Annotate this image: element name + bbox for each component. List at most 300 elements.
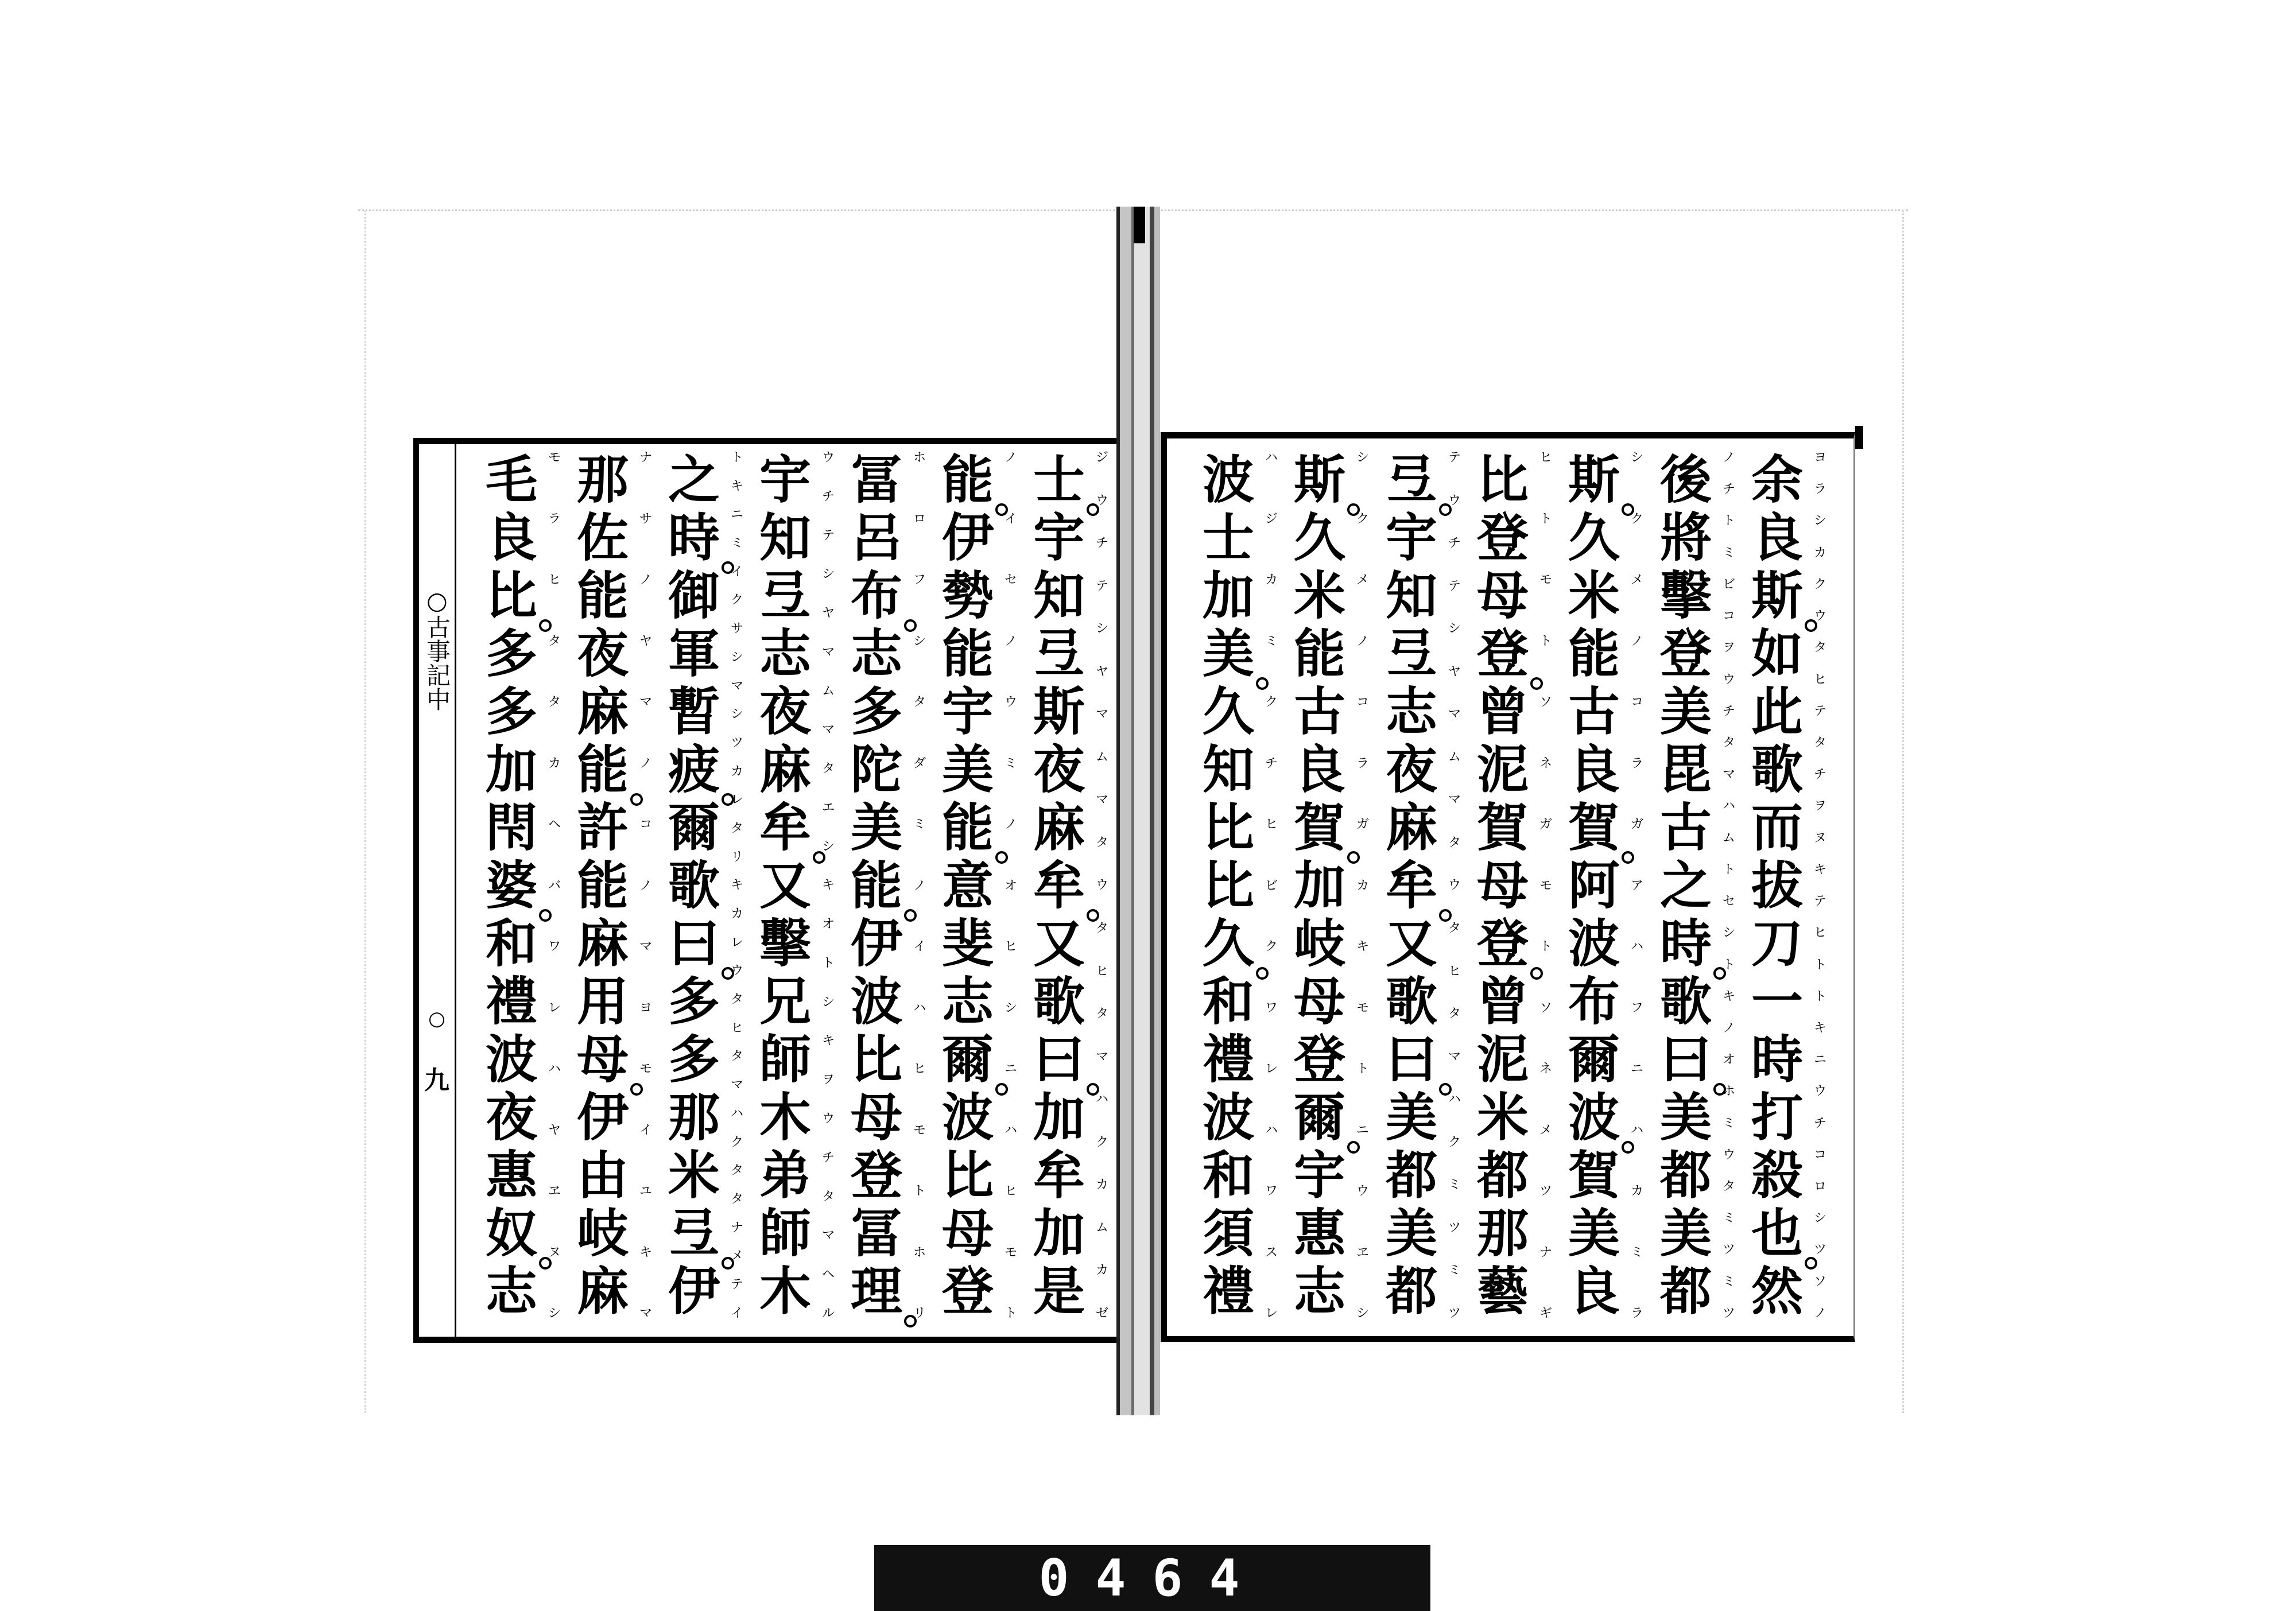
reading-character: マ: [821, 1228, 835, 1243]
column-reading: [1263, 451, 1280, 1321]
reading-character: ダ: [913, 756, 926, 771]
character: 比: [851, 1029, 902, 1090]
character: 毘: [1660, 739, 1712, 800]
reading-character: ヱ: [548, 1184, 561, 1198]
reading-character: ウ: [1448, 878, 1461, 893]
reading-character: シ: [1630, 451, 1643, 465]
reading-character: ネ: [1539, 1062, 1552, 1076]
character: 都: [1660, 1145, 1712, 1206]
character: 能: [577, 565, 629, 626]
reading-character: ミ: [1448, 1263, 1461, 1278]
reading-character: ノ: [913, 878, 926, 893]
character: 波: [851, 971, 902, 1032]
character: 毛: [486, 449, 537, 510]
scan-edge-right: [1902, 211, 1904, 1413]
reading-character: ミ: [1722, 1211, 1735, 1226]
reading-character: マ: [730, 1078, 743, 1093]
character: 士: [1203, 507, 1254, 568]
character: 那: [668, 1087, 720, 1148]
reading-character: タ: [730, 992, 743, 1007]
character: 禮: [1203, 1029, 1254, 1090]
reading-character: ク: [1630, 511, 1643, 526]
reading-character: シ: [730, 707, 743, 722]
reading-character: ヤ: [821, 606, 835, 621]
character: 又: [1033, 913, 1085, 974]
character: 泥: [1477, 739, 1529, 800]
reading-character: ツ: [1722, 1306, 1735, 1321]
text-column: [664, 449, 743, 1322]
reading-character: ミ: [1722, 545, 1735, 560]
character: 歌: [1033, 971, 1085, 1032]
character: 阿: [1568, 855, 1620, 916]
character: 暫: [668, 681, 720, 742]
reading-character: キ: [639, 1245, 652, 1260]
reading-character: ウ: [821, 1112, 835, 1127]
reading-character: ヒ: [1539, 451, 1552, 465]
character: 能: [1568, 623, 1620, 684]
reading-character: イ: [913, 940, 926, 954]
character: 麻: [1386, 797, 1437, 858]
character: 爾: [1290, 1089, 1349, 1147]
column-reading: [820, 451, 837, 1321]
reading-character: ミ: [730, 536, 743, 551]
reading-character: シ: [821, 567, 835, 582]
reading-character: シ: [1813, 514, 1826, 529]
character: 美: [1386, 1087, 1437, 1148]
character: 多: [486, 681, 537, 742]
character: 也: [1747, 1205, 1807, 1263]
reading-character: ウ: [1004, 695, 1017, 709]
character: 時: [1656, 915, 1716, 973]
reading-character: ネ: [1539, 756, 1552, 771]
reading-character: モ: [1539, 573, 1552, 587]
archive-label: [874, 1545, 1430, 1611]
reading-character: タ: [1722, 1179, 1735, 1194]
character: 而: [1751, 797, 1803, 858]
character: 知: [759, 507, 811, 568]
reading-character: レ: [1265, 1306, 1278, 1321]
character: 美: [1199, 625, 1258, 683]
character: 和: [1203, 1145, 1254, 1206]
reading-character: キ: [1356, 940, 1369, 954]
character: 伊: [668, 1261, 720, 1322]
character: 弖: [1033, 623, 1085, 684]
reading-character: イ: [730, 1306, 743, 1321]
column-reading: [1628, 451, 1646, 1321]
reading-character: バ: [548, 878, 561, 893]
reading-character: ム: [1095, 750, 1108, 764]
character: 許: [577, 797, 629, 858]
character: 母: [1477, 855, 1529, 916]
column-reading: [1446, 451, 1463, 1321]
reading-character: ニ: [1356, 1123, 1369, 1138]
character: 殺: [1751, 1145, 1803, 1206]
character: 麻: [759, 739, 811, 800]
reading-character: オ: [1722, 1053, 1735, 1067]
reading-character: ノ: [1004, 634, 1017, 649]
character: 比: [1477, 449, 1529, 510]
gutter-mark: [1134, 207, 1145, 243]
reading-character: シ: [1095, 622, 1108, 636]
character: 古: [1660, 797, 1712, 858]
character: 是: [1033, 1261, 1085, 1322]
character: 比: [1203, 797, 1254, 858]
character: 牟: [1029, 857, 1089, 915]
reading-character: ラ: [1813, 482, 1826, 497]
column-text: [1290, 451, 1349, 1321]
reading-character: メ: [1630, 573, 1643, 587]
reading-character: ノ: [1004, 451, 1017, 465]
character: 良: [1294, 739, 1345, 800]
reading-character: ハ: [730, 1106, 743, 1121]
reading-character: タ: [1095, 921, 1108, 936]
reading-character: マ: [730, 678, 743, 693]
reading-character: メ: [1356, 573, 1369, 587]
column-reading: [637, 451, 654, 1321]
reading-character: ヲ: [1813, 799, 1826, 814]
reading-character: ツ: [1813, 1243, 1826, 1257]
text-column: [1199, 449, 1278, 1322]
left-page-inner-rule: [455, 444, 456, 1337]
character: 御: [668, 565, 720, 626]
reading-character: ク: [1448, 1135, 1461, 1150]
character: 母: [1294, 971, 1345, 1032]
character: 夜: [486, 1087, 537, 1148]
character: 曰: [1029, 1031, 1089, 1089]
reading-character: テ: [821, 528, 835, 543]
reading-character: ミ: [1265, 634, 1278, 649]
character: 如: [1751, 623, 1803, 684]
reading-character: ヘ: [548, 817, 561, 832]
character: 布: [847, 567, 906, 625]
reading-character: タ: [1095, 1007, 1108, 1022]
reading-character: メ: [1539, 1123, 1552, 1138]
reading-character: マ: [821, 723, 835, 737]
reading-character: ト: [913, 1184, 926, 1198]
reading-character: ヒ: [1004, 1184, 1017, 1198]
character: 歌: [1660, 971, 1712, 1032]
character: 冨: [851, 1203, 902, 1264]
reading-character: ハ: [1630, 940, 1643, 954]
character: 牟: [1382, 857, 1441, 915]
character: 余: [1751, 449, 1803, 510]
reading-character: ヒ: [913, 1062, 926, 1076]
reading-character: シ: [1004, 1000, 1017, 1015]
character: 賀: [1564, 799, 1624, 857]
character: 志: [759, 623, 811, 684]
reading-character: チ: [821, 1150, 835, 1165]
character: 意: [942, 855, 994, 916]
character: 惠: [486, 1145, 537, 1206]
column-text: [755, 451, 815, 1321]
reading-character: ホ: [913, 1245, 926, 1260]
column-reading: [1093, 451, 1111, 1321]
character: 波: [1203, 1087, 1254, 1148]
reading-character: ツ: [1722, 1243, 1735, 1257]
reading-character: フ: [1630, 1000, 1643, 1015]
character: 登: [1473, 915, 1533, 973]
reading-character: ミ: [1448, 1178, 1461, 1193]
character: 斯: [1290, 451, 1349, 509]
reading-character: チ: [1722, 482, 1735, 497]
reading-character: ヌ: [1813, 830, 1826, 845]
reading-character: テ: [1095, 579, 1108, 593]
reading-character: ル: [821, 1306, 835, 1321]
reading-character: タ: [730, 1191, 743, 1206]
character: 波: [942, 1087, 994, 1148]
reading-character: モ: [1004, 1245, 1017, 1260]
character: 登: [942, 1261, 994, 1322]
reading-character: ノ: [639, 573, 652, 587]
reading-character: モ: [639, 1062, 652, 1076]
reading-character: テ: [1448, 451, 1461, 465]
reading-character: ヲ: [821, 1073, 835, 1088]
character: 岐: [1294, 913, 1345, 974]
reading-character: シ: [913, 634, 926, 649]
reading-character: ハ: [548, 1062, 561, 1076]
character: 多: [668, 971, 720, 1032]
character: 曰: [1656, 1031, 1716, 1089]
reading-character: テ: [1813, 704, 1826, 719]
reading-character: レ: [1265, 1062, 1278, 1076]
character: 美: [1386, 1203, 1437, 1264]
reading-character: テ: [730, 1277, 743, 1292]
character: 之: [668, 449, 720, 510]
character: 宇: [1294, 1145, 1345, 1206]
character: 兄: [759, 971, 811, 1032]
column-text: [664, 451, 724, 1321]
column-reading: [1812, 451, 1829, 1321]
reading-character: カ: [1095, 1178, 1108, 1193]
character: 加: [1033, 1087, 1085, 1148]
character: 多: [851, 681, 902, 742]
character: 此: [1751, 681, 1803, 742]
character: 師: [759, 1203, 811, 1264]
character: 久: [1568, 507, 1620, 568]
text-column: [938, 449, 1017, 1322]
reading-character: カ: [548, 756, 561, 771]
character: 擊: [1660, 565, 1712, 626]
character: 刀: [1751, 913, 1803, 974]
reading-character: ラ: [1356, 756, 1369, 771]
reading-character: タ: [1095, 835, 1108, 850]
reading-character: ノ: [639, 878, 652, 893]
reading-character: ノ: [639, 756, 652, 771]
reading-character: ヤ: [548, 1123, 561, 1138]
character: 麻: [577, 913, 629, 974]
character: 曾: [1477, 971, 1529, 1032]
reading-character: ム: [1095, 1220, 1108, 1235]
reading-character: ニ: [1630, 1062, 1643, 1076]
reading-character: ノ: [1004, 817, 1017, 832]
reading-character: ウ: [1095, 493, 1108, 508]
reading-character: ヒ: [1813, 672, 1826, 687]
character: 一: [1751, 971, 1803, 1032]
character: 古: [1294, 681, 1345, 742]
reading-character: サ: [639, 511, 652, 526]
reading-character: ク: [730, 1135, 743, 1150]
reading-character: リ: [913, 1306, 926, 1321]
reading-character: メ: [730, 1249, 743, 1264]
column-reading: [911, 451, 928, 1321]
column-text: [1029, 451, 1089, 1321]
character: 良: [1751, 507, 1803, 568]
reading-character: タ: [821, 762, 835, 777]
character: 麻: [1033, 797, 1085, 858]
character: 能: [938, 799, 998, 857]
reading-character: ク: [1813, 577, 1826, 592]
character: 婆: [482, 857, 541, 915]
reading-character: ク: [1095, 1135, 1108, 1150]
character: 良: [1568, 1261, 1620, 1322]
character: 又: [759, 855, 811, 916]
reading-character: ヱ: [1356, 1245, 1369, 1260]
reading-character: マ: [1448, 707, 1461, 722]
column-reading: [1354, 451, 1371, 1321]
character: 牟: [1033, 1145, 1085, 1206]
character: 米: [668, 1145, 720, 1206]
column-reading: [1720, 451, 1737, 1321]
character: 良: [1568, 739, 1620, 800]
reading-character: ラ: [1630, 1306, 1643, 1321]
character: 波: [486, 1029, 537, 1090]
character: 冨: [851, 449, 902, 510]
reading-character: チ: [1265, 756, 1278, 771]
reading-character: コ: [639, 817, 652, 832]
reading-character: ビ: [1265, 878, 1278, 893]
character: 那: [1477, 1203, 1529, 1264]
character: 良: [486, 507, 537, 568]
reading-character: ハ: [913, 1000, 926, 1015]
reading-character: テ: [1448, 579, 1461, 593]
column-text: [847, 451, 906, 1321]
character: 後: [1660, 449, 1712, 510]
character: 之: [1660, 855, 1712, 916]
reading-character: ト: [730, 451, 743, 465]
text-column: [847, 449, 926, 1322]
character: 能: [573, 741, 633, 799]
character: 登: [1660, 623, 1712, 684]
character: 禮: [486, 971, 537, 1032]
character: 志: [1386, 681, 1437, 742]
reading-character: ホ: [1722, 1084, 1735, 1099]
reading-character: ニ: [1004, 1062, 1017, 1076]
reading-character: ユ: [639, 1184, 652, 1198]
column-reading: [728, 451, 746, 1321]
reading-character: ハ: [1004, 1123, 1017, 1138]
character: 藝: [1477, 1261, 1529, 1322]
character: 木: [759, 1087, 811, 1148]
reading-character: テ: [1813, 894, 1826, 909]
reading-character: ニ: [730, 507, 743, 522]
reading-character: シ: [821, 995, 835, 1010]
reading-character: マ: [1095, 1049, 1108, 1064]
character: 多: [486, 623, 537, 684]
reading-character: モ: [913, 1123, 926, 1138]
character: 古: [1568, 681, 1620, 742]
reading-character: ウ: [1722, 1147, 1735, 1162]
character: 疲: [664, 741, 724, 799]
reading-character: ウ: [1813, 609, 1826, 624]
character: 久: [1294, 507, 1345, 568]
reading-character: セ: [1004, 573, 1017, 587]
character: 佐: [577, 507, 629, 568]
reading-character: ツ: [1539, 1184, 1552, 1198]
character: 能: [942, 623, 994, 684]
reading-character: ヌ: [548, 1245, 561, 1260]
character: 賀: [1290, 799, 1349, 857]
reading-character: モ: [548, 451, 561, 465]
reading-character: モ: [1539, 878, 1552, 893]
reading-character: タ: [548, 695, 561, 709]
character: 伊: [577, 1087, 629, 1148]
reading-character: タ: [1448, 921, 1461, 936]
character: 夜: [1033, 739, 1085, 800]
character: 又: [1386, 913, 1437, 974]
reading-character: ワ: [1265, 1184, 1278, 1198]
reading-character: ウ: [1448, 493, 1461, 508]
character: 岐: [577, 1203, 629, 1264]
character: 泥: [1477, 1029, 1529, 1090]
character: 都: [1386, 1261, 1437, 1322]
text-column: [1656, 449, 1735, 1322]
reading-character: タ: [821, 1189, 835, 1204]
reading-character: ム: [821, 684, 835, 698]
text-column: [1382, 449, 1461, 1322]
text-column: [1747, 449, 1826, 1322]
character: 斯: [1564, 451, 1624, 509]
reading-character: リ: [730, 849, 743, 864]
reading-character: シ: [1722, 926, 1735, 941]
reading-character: ト: [1722, 514, 1735, 529]
reading-character: ワ: [1265, 1000, 1278, 1015]
character: 用: [577, 971, 629, 1032]
reading-character: ツ: [1448, 1306, 1461, 1321]
character: 米: [1294, 565, 1345, 626]
reading-character: シ: [548, 1306, 561, 1321]
reading-character: ス: [1265, 1245, 1278, 1260]
reading-character: ヤ: [1095, 664, 1108, 679]
character: 曾: [1477, 681, 1529, 742]
character: 禮: [1203, 1261, 1254, 1322]
column-reading: [1002, 451, 1019, 1321]
character: 斐: [942, 913, 994, 974]
reading-character: タ: [1813, 735, 1826, 750]
character: 曰: [664, 915, 724, 973]
page-mark: ○: [428, 1007, 445, 1030]
character: 登: [851, 1145, 902, 1206]
reading-character: ハ: [1448, 1092, 1461, 1107]
character: 曰: [1382, 1031, 1441, 1089]
reading-character: ロ: [913, 511, 926, 526]
character: 登: [1477, 507, 1529, 568]
character: 母: [573, 1031, 633, 1089]
reading-character: ロ: [1813, 1179, 1826, 1194]
character: 美: [1568, 1203, 1620, 1264]
reading-character: ヒ: [1265, 817, 1278, 832]
reading-character: ホ: [913, 451, 926, 465]
reading-character: キ: [1813, 1020, 1826, 1035]
character: 爾: [668, 797, 720, 858]
character: 由: [577, 1145, 629, 1206]
reading-character: チ: [1813, 767, 1826, 782]
character: 牟: [755, 799, 815, 857]
reading-character: チ: [821, 489, 835, 504]
reading-character: ゼ: [1095, 1306, 1108, 1321]
reading-character: エ: [821, 800, 835, 815]
reading-character: ナ: [639, 451, 652, 465]
character: 登: [1473, 625, 1533, 683]
